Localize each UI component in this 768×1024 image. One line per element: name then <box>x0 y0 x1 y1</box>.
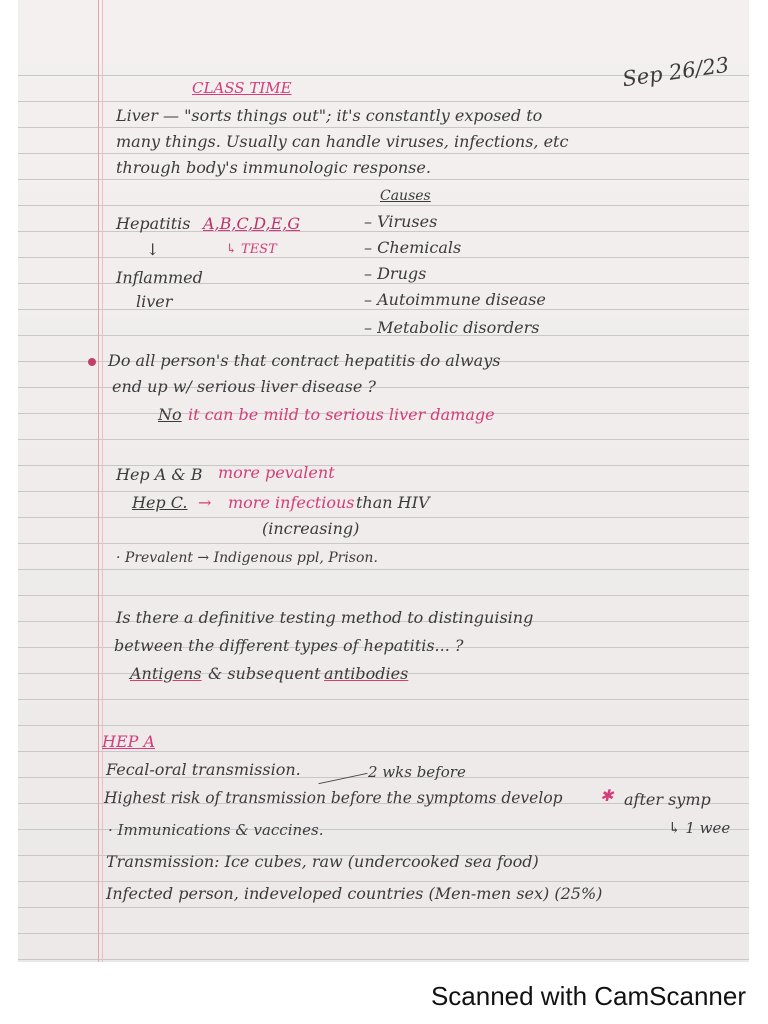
margin-line-inner <box>102 0 103 962</box>
hep-a-line-5: Infected person, indeveloped countries (Men-men sex) (25%) <box>106 884 603 903</box>
down-arrow: ↓ <box>146 240 160 259</box>
question-2-line-2: between the different types of hepatitis... ? <box>114 636 464 655</box>
cause-item: – Metabolic disorders <box>364 318 540 337</box>
answer-mid: & subsequent <box>208 664 321 683</box>
cause-item: – Autoimmune disease <box>364 290 546 309</box>
hep-c-note: more infectious <box>228 493 355 512</box>
test-note: ↳ TEST <box>226 242 277 257</box>
intro-line-3: through body's immunologic response. <box>116 158 431 177</box>
hep-ab-note: more pevalent <box>218 463 335 482</box>
hep-a-line-3: · Immunications & vaccines. <box>108 821 324 839</box>
answer-no: No <box>158 405 182 424</box>
answer-antibodies: antibodies <box>324 664 409 683</box>
increasing-note: (increasing) <box>262 519 360 538</box>
hep-a-line-1: Fecal-oral transmission. <box>106 760 301 779</box>
pink-bullet <box>88 358 96 366</box>
cause-item: – Viruses <box>364 212 438 231</box>
hep-a-line-2: Highest risk of transmission before the symptoms develop <box>104 789 563 807</box>
hep-c-label: Hep C. <box>132 493 188 512</box>
hep-ab-label: Hep A & B <box>116 465 203 484</box>
hep-c-tail: than HIV <box>356 493 430 512</box>
intro-line-1: Liver — "sorts things out"; it's constantly exposed to <box>116 106 543 125</box>
date: Sep 26/23 <box>620 52 731 92</box>
hepatitis-label: Hepatitis <box>116 214 191 233</box>
answer-1: it can be mild to serious liver damage <box>188 405 495 424</box>
scanner-watermark: Scanned with CamScanner <box>430 981 746 1011</box>
question-2-line-1: Is there a definitive testing method to distinguising <box>116 608 534 627</box>
class-time-title: CLASS TIME <box>192 79 292 97</box>
answer-antigens: Antigens <box>130 664 202 683</box>
note-after: after symp <box>624 790 711 809</box>
notebook-page <box>18 0 749 962</box>
question-1-line-1: Do all person's that contract hepatitis do always <box>108 351 501 370</box>
margin-line <box>98 0 99 962</box>
hep-c-arrow: → <box>198 493 212 512</box>
inflamed-line-1: Inflammed <box>116 268 203 287</box>
hep-a-line-4: Transmission: Ice cubes, raw (undercooked sea food) <box>106 852 539 871</box>
prevalent-line: · Prevalent → Indigenous ppl, Prison. <box>116 550 378 566</box>
arrow-line <box>318 773 367 784</box>
note-2wks: 2 wks before <box>368 763 466 781</box>
note-week: ↳ 1 wee <box>668 819 731 837</box>
intro-line-2: many things. Usually can handle viruses, infections, etc <box>116 132 569 151</box>
hep-a-heading: HEP A <box>102 732 156 751</box>
inflamed-line-2: liver <box>136 292 173 311</box>
causes-heading: Causes <box>380 188 431 204</box>
cause-item: – Drugs <box>364 264 427 283</box>
question-1-line-2: end up w/ serious liver disease ? <box>112 377 376 396</box>
star-icon: ✱ <box>600 786 614 805</box>
hepatitis-types: A,B,C,D,E,G <box>203 214 301 233</box>
cause-item: – Chemicals <box>364 238 462 257</box>
